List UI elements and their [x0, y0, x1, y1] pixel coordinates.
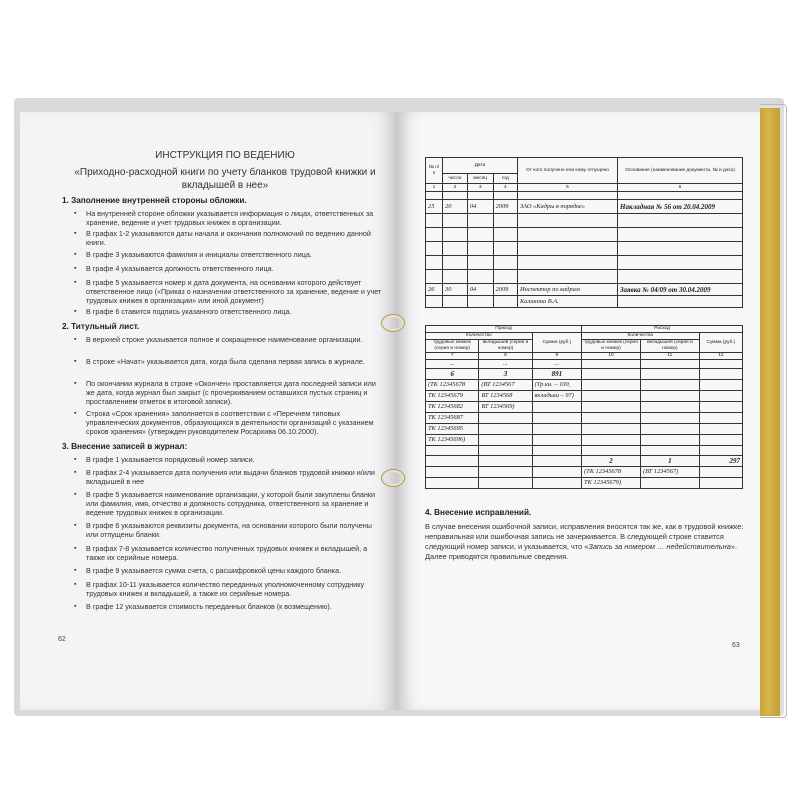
header-books-in: трудовых книжек (серия и номер) — [426, 340, 479, 353]
cell: ТК 12345695 — [426, 424, 479, 435]
list-item: ▪ В строке «Начат» указывается дата, когда была сделана первая запись в журнале. — [86, 357, 386, 366]
list-item: ▪ В графах 7-8 указывается количество полученных трудовых книжек и вкладышей, а также их серийные номера. — [86, 544, 386, 562]
col-number: 12 — [699, 353, 742, 360]
col-header-day: число — [443, 174, 468, 184]
cell: ТК 12345679) — [582, 478, 641, 489]
col-number: 7 — [426, 353, 479, 360]
col-number: 9 — [532, 353, 581, 360]
cell: ТК 12345687 — [426, 413, 479, 424]
col-header-month: месяц — [467, 174, 493, 184]
cell: Заявка № 04/09 от 30.04.2009 — [618, 284, 743, 296]
col-number: 2 — [443, 184, 468, 192]
cell: 2 — [582, 456, 641, 467]
cell: 1 — [640, 456, 699, 467]
col-header-date: Дата — [443, 158, 518, 174]
table-row — [426, 284, 743, 296]
list-item: ▪ В графе 6 указываются реквизиты документа, на основании которого были получены или отпущены бланки. — [86, 521, 386, 539]
list-item: ▪ В графе 9 указывается сумма счета, с расшифровкой цены каждого бланка. — [86, 566, 386, 575]
list-item: ▪ В графах 1-2 указываются даты начала и окончания полномочий по ведению данной книги. — [86, 229, 386, 247]
cell: ТК 12345696) — [426, 435, 479, 446]
table-row — [426, 380, 743, 391]
table-row — [426, 478, 743, 489]
cell: Накладная № 56 от 20.04.2009 — [618, 200, 743, 214]
header-prikhod: Приход — [426, 326, 582, 333]
cell: вкладыш – 97) — [532, 391, 581, 402]
cell: (ТК 12345678 — [582, 467, 641, 478]
col-header-basis: Основание (наименование документа, № и дата) — [618, 158, 743, 184]
cell: 26 — [426, 284, 443, 296]
table-row — [426, 456, 743, 467]
list-item: ▪ В графе 6 ставится подпись указанного ответственного лица. — [86, 307, 386, 316]
col-number: 1 — [426, 184, 443, 192]
paragraph-emphasis: Запись за номером … недействительна — [588, 542, 731, 551]
table-row — [426, 369, 743, 380]
cell: 2009 — [493, 200, 517, 214]
list-item: ▪ В графе 12 указывается стоимость переданных бланков (к возмещению). — [86, 602, 386, 611]
table-row — [426, 391, 743, 402]
cell: 6 — [426, 369, 479, 380]
cell: Инспектор по кадрам — [518, 284, 618, 296]
cell: (ТК 12345678 — [426, 380, 479, 391]
cell: 2009 — [493, 284, 517, 296]
header-inserts-out: вкладышей (серия и номер) — [640, 340, 699, 353]
cell: 3 — [479, 369, 532, 380]
cell: (Тр.кн. – 100, — [532, 380, 581, 391]
binding-ring-top — [382, 315, 404, 331]
page-number-right: 63 — [732, 642, 740, 649]
cell: ... — [532, 360, 581, 369]
cell: 891 — [532, 369, 581, 380]
journal-table-top — [425, 157, 743, 308]
header-sum-out: Сумма (руб.) — [699, 333, 742, 353]
cell: ТК 12345682 — [426, 402, 479, 413]
table-row — [426, 402, 743, 413]
table-row — [426, 413, 743, 424]
list-item: ▪ В графе 5 указывается наименование организации, у которой были закуплены бланки или фамилия, имя, отчество и должность сотрудника, ответственного за хранение и ведение трудовых книжек в организации. — [86, 490, 386, 517]
list-item: ▪ В верхней строке указывается полное и сокращенное наименование организации. — [86, 335, 386, 344]
col-number: 10 — [582, 353, 641, 360]
col-number: 6 — [618, 184, 743, 192]
table-row — [426, 200, 743, 214]
col-number: 11 — [640, 353, 699, 360]
list-item: ▪ В графах 2-4 указывается дата получения или выдачи бланков трудовой книжки и/или вкладышей в нее — [86, 468, 386, 486]
col-number: 8 — [479, 353, 532, 360]
header-kolichestvo-out: Количество — [582, 333, 700, 340]
cell: ЗАО «Кадры в порядке» — [518, 200, 618, 214]
list-item: ▪ В графе 1 указывается порядковый номер записи. — [86, 455, 386, 464]
page-subtitle: «Приходно-расходной книги по учету бланков трудовой книжки и вкладышей в нее» — [74, 167, 376, 191]
table-row — [426, 435, 743, 446]
cell: 25 — [426, 200, 443, 214]
cell: ТК 12345679 — [426, 391, 479, 402]
col-number: 5 — [518, 184, 618, 192]
page-title: ИНСТРУКЦИЯ ПО ВЕДЕНИЮ — [155, 150, 295, 161]
section-heading-1: 1. Заполнение внутренней стороны обложки. — [62, 196, 247, 205]
col-header-year: год — [493, 174, 517, 184]
cell: Калинина В.А. — [518, 296, 618, 308]
list-item: ▪ Строка «Срок хранения» заполняется в соответствии с «Перечнем типовых управленческих документов, образующихся в деятельности организаций с указанием сроков хранения» (утвержден руководителем Росархива 06.10.2000). — [86, 409, 386, 436]
cell: ВТ 1234568 — [479, 391, 532, 402]
header-sum-in: Сумма (руб.) — [532, 333, 581, 353]
col-number: 4 — [493, 184, 517, 192]
cell: 297 — [699, 456, 742, 467]
header-raskhod: Расход — [582, 326, 743, 333]
section-heading-3: 3. Внесение записей в журнал: — [62, 442, 188, 451]
header-books-out: трудовых книжек (серия и номер) — [582, 340, 641, 353]
list-item: ▪ На внутренней стороне обложки указывается информация о лицах, ответственных за хранение, ведение и учет трудовых книжек в организации. — [86, 209, 386, 227]
cell: (ВТ 1234567) — [640, 467, 699, 478]
yellow-page-edge — [760, 108, 780, 716]
paragraph-text: В случае внесения ошибочной записи, исправления вносятся так же, как в трудовой книжке: неправильная или ошибочная запись не зачеркивается. В следующей строке ставится следующий номер записи, и указывается, что « — [425, 522, 744, 551]
cell: 20 — [443, 200, 468, 214]
paragraph-text: ». Далее приводятся правильные сведения. — [425, 542, 738, 561]
col-header-from: От кого получено или кому отпущено — [518, 158, 618, 184]
table-row — [426, 360, 743, 369]
header-kolichestvo-in: Количество — [426, 333, 533, 340]
col-number: 3 — [467, 184, 493, 192]
page-number-left: 62 — [58, 636, 66, 643]
list-item: ▪ В графе 3 указываются фамилия и инициалы ответственного лица. — [86, 250, 386, 259]
journal-table-bottom — [425, 325, 743, 489]
section-4-text — [425, 522, 745, 562]
list-item: ▪ В графе 5 указывается номер и дата документа, на основании которого действует ответственное лицо («Приказ о назначении ответственного за хранение, ведение и учет трудовых книжек в организации» или иной документ) — [86, 278, 386, 305]
col-header-no: № п/п — [426, 158, 443, 184]
list-item: ▪ В графах 10-11 указывается количество переданных уполномоченному сотруднику трудовых книжек и вкладышей, а также их серийные номера. — [86, 580, 386, 598]
cell: (ВТ 1234567 — [479, 380, 532, 391]
section-heading-2: 2. Титульный лист. — [62, 322, 140, 331]
section-heading-4: 4. Внесение исправлений. — [425, 508, 532, 517]
list-item: ▪ В графе 4 указывается должность ответственного лица. — [86, 264, 386, 273]
list-item: ▪ По окончании журнала в строке «Окончен» проставляется дата последней записи или же дата, когда журнал был закрыт (с прочеркиванием оставшихся пустых страниц и проставлением отметок в итоговой записи). — [86, 379, 386, 406]
table-row — [426, 467, 743, 478]
cell: 04 — [467, 200, 493, 214]
cell: ... — [426, 360, 479, 369]
cell: ВТ 1234569) — [479, 402, 532, 413]
cell: 30 — [443, 284, 468, 296]
cell: ... — [479, 360, 532, 369]
header-inserts-in: вкладышей (серия и номер) — [479, 340, 532, 353]
table-row — [426, 424, 743, 435]
cell: 04 — [467, 284, 493, 296]
